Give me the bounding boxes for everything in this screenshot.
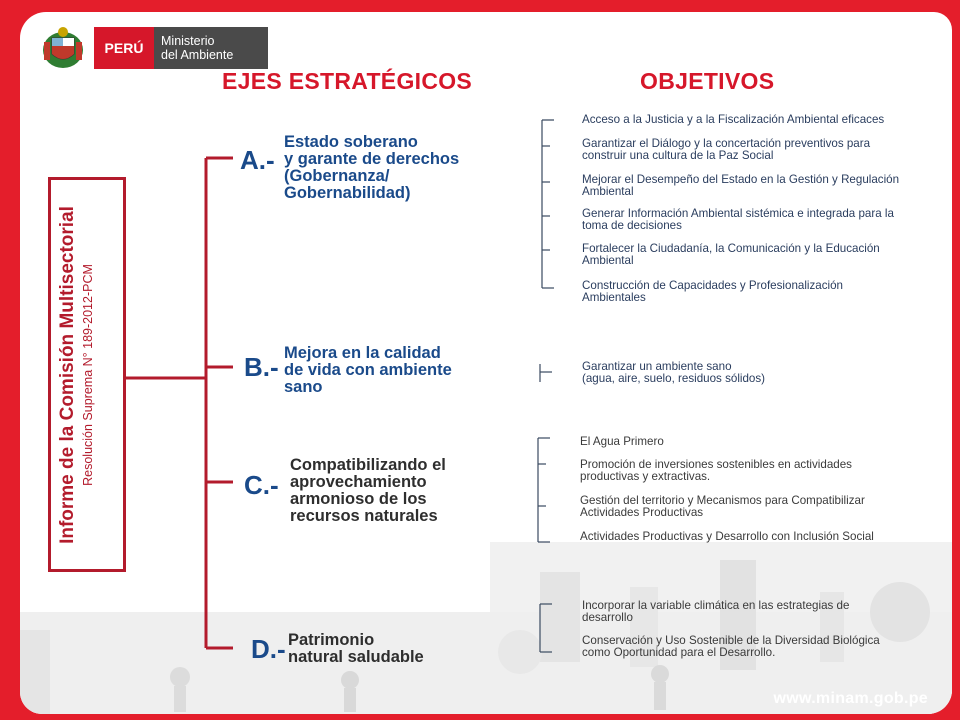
footer-url[interactable]: www.minam.gob.pe <box>773 690 928 707</box>
axis-b-title <box>284 345 452 396</box>
objective-line: El Agua Primero <box>580 435 664 448</box>
axis-a-title-line: y garante de derechos <box>284 150 460 168</box>
objective-item <box>582 208 952 232</box>
objective-item <box>582 361 952 385</box>
objective-line: Promoción de inversiones sostenibles en actividades <box>580 458 852 471</box>
objective-item <box>582 600 952 624</box>
axis-b-title-line: Mejora en la calidad <box>284 344 441 362</box>
objective-item <box>582 114 952 126</box>
objective-line: Garantizar el Diálogo y la concertación preventivos para <box>582 137 871 150</box>
axis-b-letter: B.- <box>244 352 279 382</box>
objective-line: desarrollo <box>582 611 633 624</box>
objective-line: Ambientales <box>582 291 646 304</box>
ministry-line-1: Ministerio <box>161 34 215 48</box>
objective-line: Generar Información Ambiental sistémica e integrada para la <box>582 207 894 220</box>
objective-line: Garantizar un ambiente sano <box>582 360 732 373</box>
slide-panel <box>20 12 952 714</box>
axis-c-title-line: aprovechamiento <box>290 473 427 491</box>
objective-line: Mejorar el Desempeño del Estado en la Gestión y Regulación <box>582 173 900 186</box>
objective-line: (agua, aire, suelo, residuos sólidos) <box>582 372 766 385</box>
objective-line: Conservación y Uso Sostenible de la Diversidad Biológica <box>582 634 880 647</box>
objective-item <box>580 495 952 519</box>
axis-b-title-line: de vida con ambiente <box>284 361 452 379</box>
header-objectives: OBJETIVOS <box>640 68 775 94</box>
objective-item <box>582 243 952 267</box>
objective-item <box>582 138 952 162</box>
objective-item <box>580 436 952 448</box>
axis-c-title-line: armonioso de los <box>290 490 427 508</box>
axis-d-letter: D.- <box>251 634 286 664</box>
objective-line: Construcción de Capacidades y Profesionalización <box>582 279 844 292</box>
objective-line: Incorporar la variable climática en las estrategias de <box>582 599 850 612</box>
peru-label: PERÚ <box>94 27 154 69</box>
objective-item <box>580 459 952 483</box>
axis-a-letter: A.- <box>240 145 275 175</box>
axis-a-title-line: Estado soberano <box>284 133 418 151</box>
axis-a-title-line: Gobernabilidad) <box>284 184 411 202</box>
axis-d-title <box>288 632 424 666</box>
report-subtitle: Resolución Suprema N° 189-2012-PCM <box>81 264 95 486</box>
ministry-line-2: del Ambiente <box>161 48 234 62</box>
objective-item <box>580 531 952 543</box>
objective-line: construir una cultura de la Paz Social <box>582 149 774 162</box>
objective-line: Ambiental <box>582 254 634 267</box>
axis-d-title-line: natural saludable <box>288 648 424 666</box>
objective-line: Actividades Productivas y Desarrollo con Inclusión Social <box>580 530 874 543</box>
axis-a-title-line: (Gobernanza/ <box>284 167 390 185</box>
objective-line: productivas y extractivas. <box>580 470 711 483</box>
axis-c-letter: C.- <box>244 470 279 500</box>
axis-c-title <box>290 457 446 525</box>
objective-line: como Oportunidad para el Desarrollo. <box>582 646 776 659</box>
objective-line: Actividades Productivas <box>580 506 704 519</box>
objective-item <box>582 174 952 198</box>
objective-line: toma de decisiones <box>582 219 682 232</box>
objective-line: Fortalecer la Ciudadanía, la Comunicación y la Educación <box>582 242 880 255</box>
axis-d-title-line: Patrimonio <box>288 631 375 649</box>
axis-c-title-line: Compatibilizando el <box>290 456 446 474</box>
header-strategic-axes: EJES ESTRATÉGICOS <box>222 68 473 94</box>
objective-line: Acceso a la Justicia y a la Fiscalización Ambiental eficaces <box>582 113 885 126</box>
axis-a-title <box>284 134 459 202</box>
objective-item <box>582 280 952 304</box>
objective-line: Gestión del territorio y Mecanismos para Compatibilizar <box>580 494 865 507</box>
report-vertical-text <box>57 205 117 545</box>
objective-item <box>582 635 952 659</box>
axis-b-title-line: sano <box>284 378 323 396</box>
axis-c-title-line: recursos naturales <box>290 507 438 525</box>
report-title: Informe de la Comisión Multisectorial <box>57 206 78 544</box>
objective-line: Ambiental <box>582 185 634 198</box>
